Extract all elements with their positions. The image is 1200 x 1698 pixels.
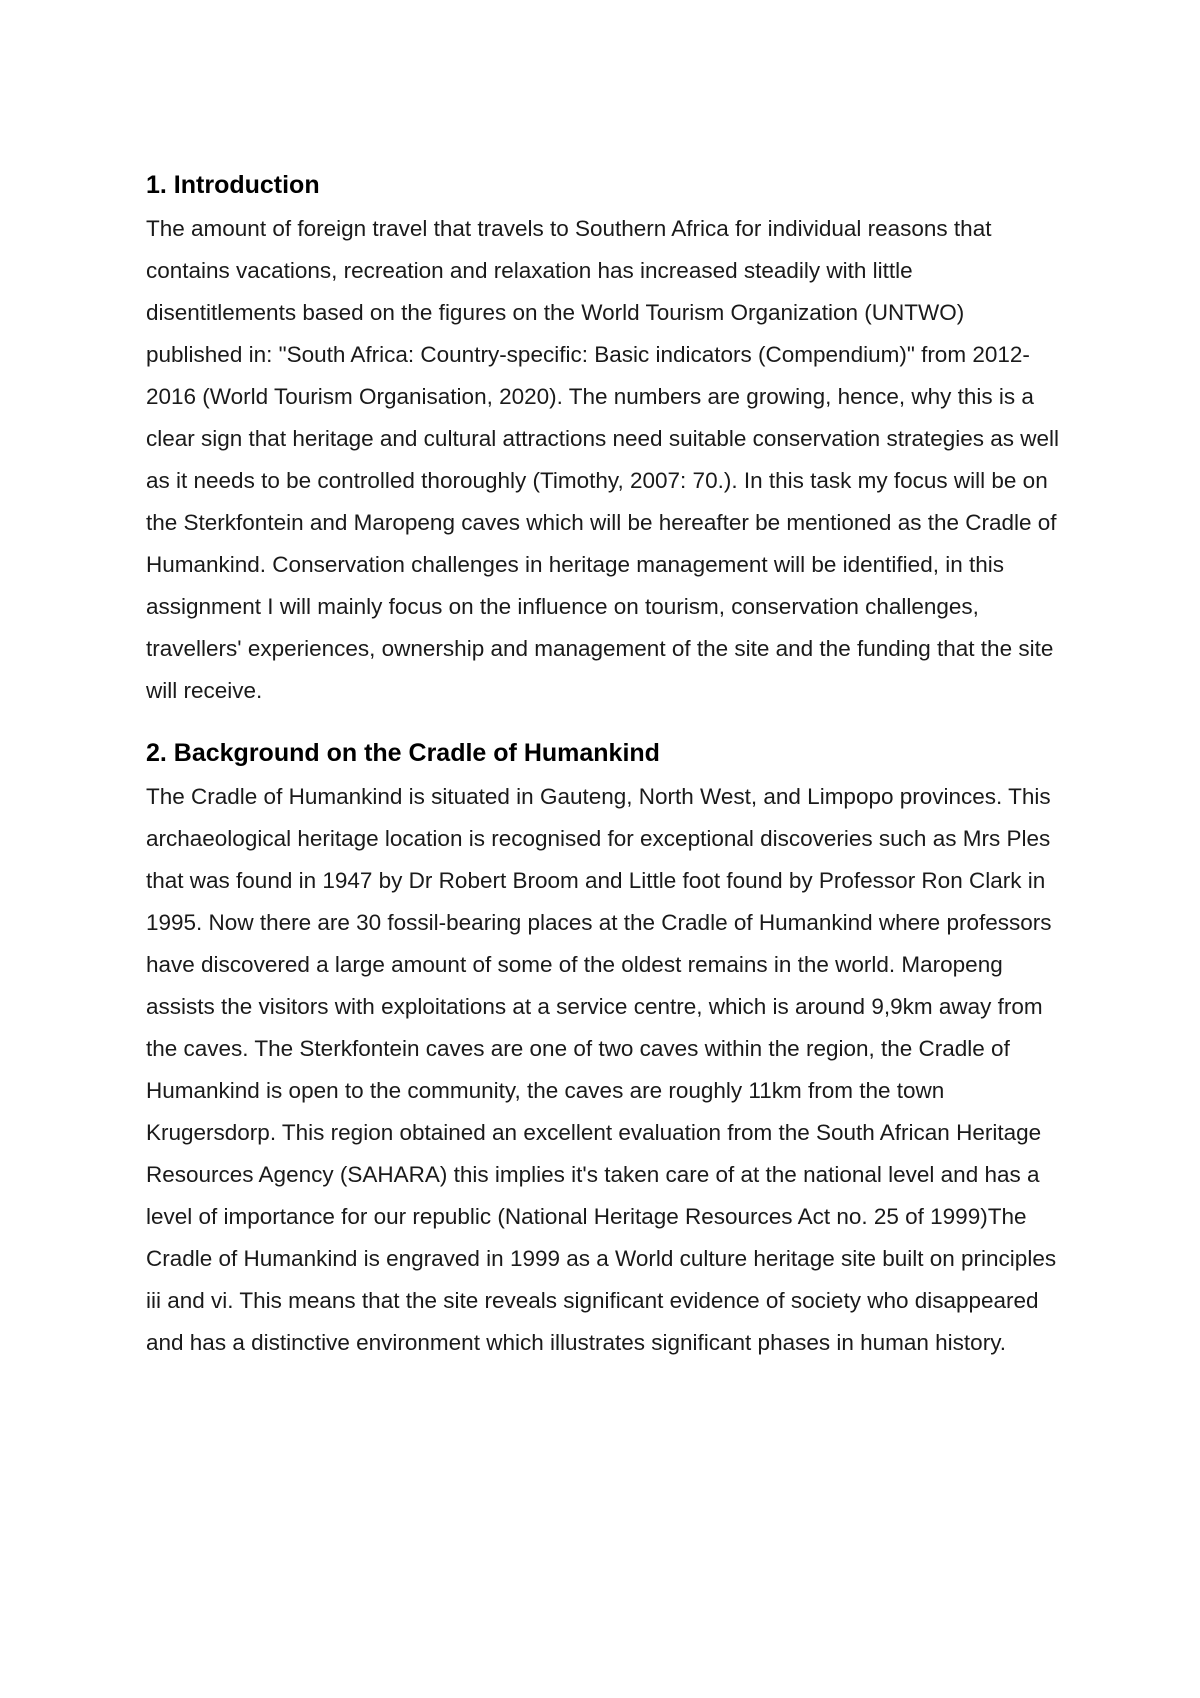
- document-content: [146, 168, 1066, 1364]
- section-introduction: [146, 168, 1066, 712]
- section-paragraph: The amount of foreign travel that travels to Southern Africa for individual reasons that contains vacations, recreation and relaxation has increased steadily with little disentitlements based on the figures on the World Tourism Organization (UNTWO) published in: "South Africa: Country-specific: Basic indicators (Compendium)" from 2012-2016 (World Tourism Organisation, 2020). The numbers are growing, hence, why this is a clear sign that heritage and cultural attractions need suitable conservation strategies as well as it needs to be controlled thoroughly (Timothy, 2007: 70.). In this task my focus will be on the Sterkfontein and Maropeng caves which will be hereafter be mentioned as the Cradle of Humankind. Conservation challenges in heritage management will be identified, in this assignment I will mainly focus on the influence on tourism, conservation challenges, travellers' experiences, ownership and management of the site and the funding that the site will receive.: [146, 216, 1060, 703]
- section-paragraph: The Cradle of Humankind is situated in Gauteng, North West, and Limpopo provinces. This archaeological heritage location is recognised for exceptional discoveries such as Mrs Ples that was found in 1947 by Dr Robert Broom and Little foot found by Professor Ron Clark in 1995. Now there are 30 fossil-bearing places at the Cradle of Humankind where professors have discovered a large amount of some of the oldest remains in the world. Maropeng assists the visitors with exploitations at a service centre, which is around 9,9km away from the caves. The Sterkfontein caves are one of two caves within the region, the Cradle of Humankind is open to the community, the caves are roughly 11km from the town Krugersdorp. This region obtained an excellent evaluation from the South African Heritage Resources Agency (SAHARA) this implies it's taken care of at the national level and has a level of importance for our republic (National Heritage Resources Act no. 25 of 1999)The Cradle of Humankind is engraved in 1999 as a World culture heritage site built on principles iii and vi. This means that the site reveals significant evidence of society who disappeared and has a distinctive environment which illustrates significant phases in human history.: [146, 784, 1057, 1355]
- section-heading: 2. Background on the Cradle of Humankind: [146, 739, 660, 767]
- section-background: [146, 736, 1066, 1364]
- section-heading: 1. Introduction: [146, 171, 320, 199]
